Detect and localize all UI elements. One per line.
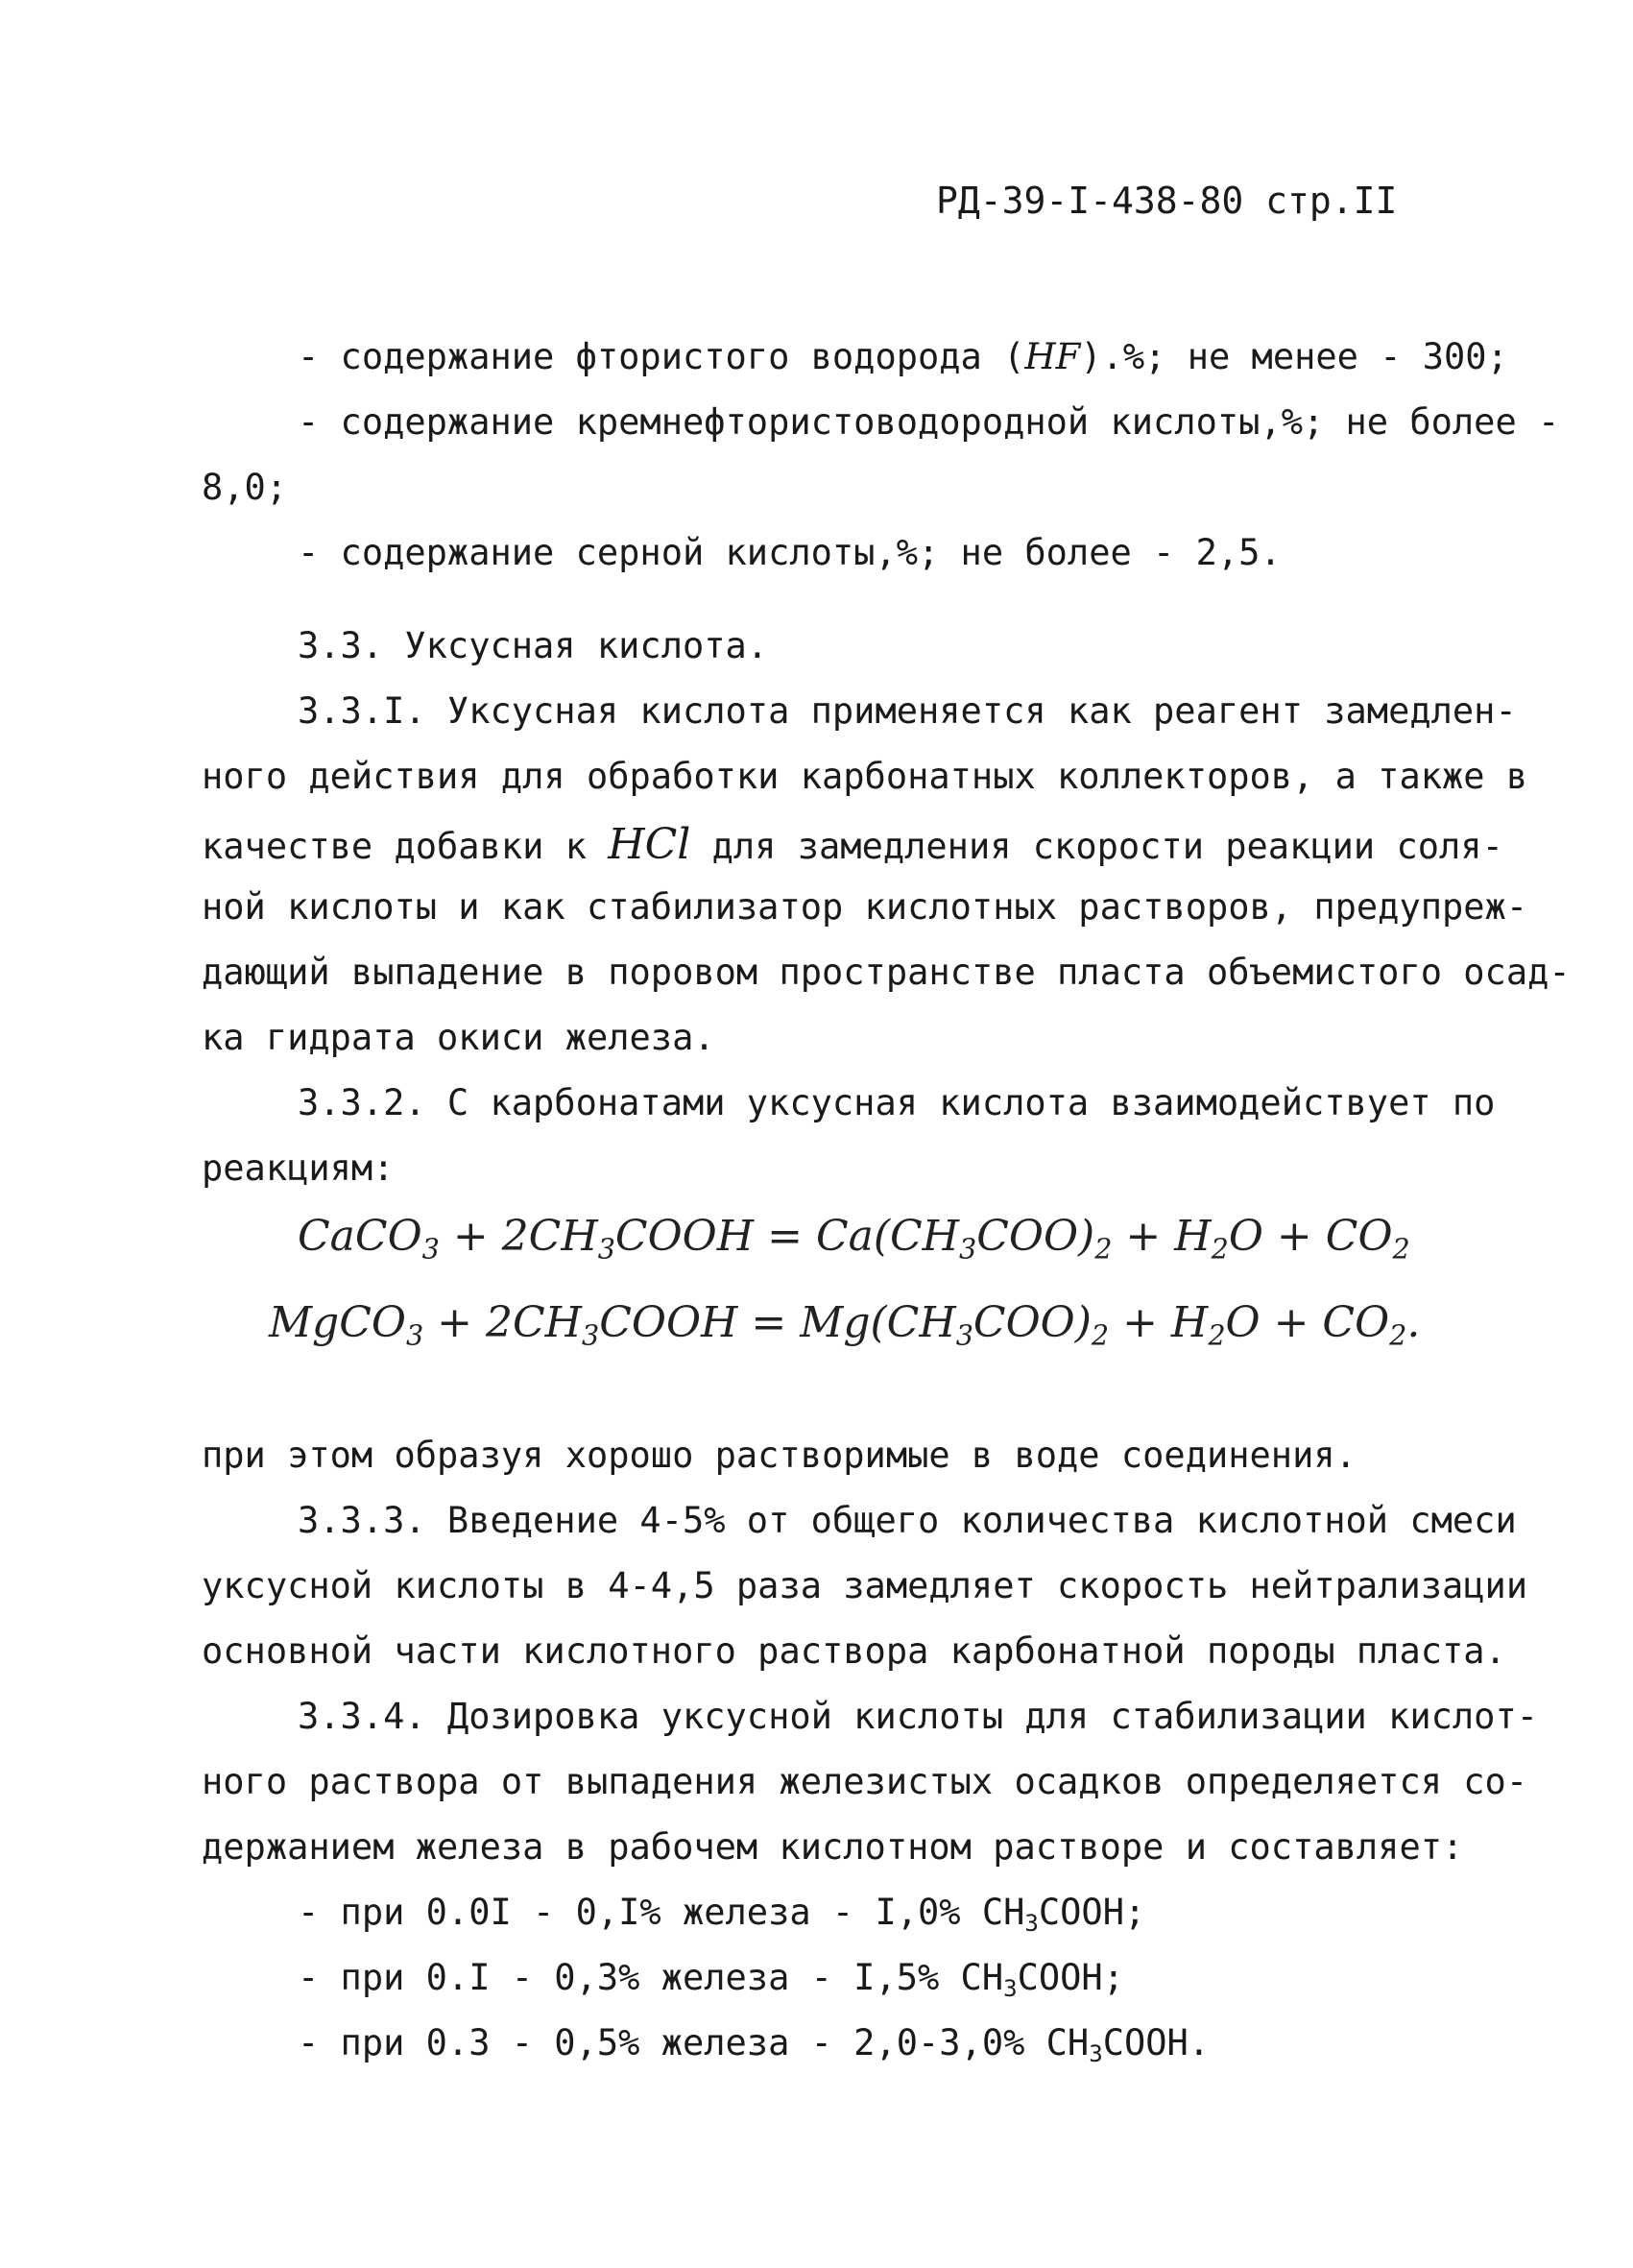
reaction-mgco3: MgCO$_3$ + $2CH_3COOH = Mg(CH_3COO)_2 + H_2O + CO_2$. <box>269 1298 1421 1352</box>
p331-line: ка гидрата окиси железа. <box>202 1017 715 1058</box>
hf-content-item <box>298 336 1508 377</box>
p331-line: 3.3.I. Уксусная кислота применяется как реагент замедлен- <box>298 690 1517 732</box>
h2sif6-content-item: - содержание кремнефтористоводородной кислоты,%; не более - <box>298 401 1560 443</box>
doc-header-number: РД-39-I-438-80 стр.II <box>936 180 1398 222</box>
p333-line: основной части кислотного раствора карбонатной породы пласта. <box>202 1630 1506 1672</box>
hf-formula: HF <box>1024 336 1081 377</box>
dosage-item: - при 0.0I - 0,I% железа - I,0% $CH_3COOH$; <box>298 1892 1146 1938</box>
p334-line: ного раствора от выпадения железистых осадков определяется со- <box>202 1761 1528 1802</box>
hcl-formula: HCl <box>608 820 691 869</box>
h2sif6-content-item-cont: 8,0; <box>202 467 288 508</box>
p332-line: 3.3.2. С карбонатами уксусная кислота взаимодействует по <box>298 1082 1496 1123</box>
p333-line: 3.3.3. Введение 4-5% от общего количества кислотной смеси <box>298 1500 1517 1541</box>
dosage-item: - при 0.3 - 0,5% железа - 2,0-3,0% $CH_3COOH$. <box>298 2022 1211 2068</box>
p333-line: уксусной кислоты в 4-4,5 раза замедляет скорость нейтрализации <box>202 1565 1528 1606</box>
p331-line: дающий выпадение в поровом пространстве пласта объемистого осад- <box>202 952 1571 993</box>
hf-content-item-pre: - содержание фтористого водорода ( <box>298 336 1025 377</box>
p334-line: 3.3.4. Дозировка уксусной кислоты для стабилизации кислот- <box>298 1696 1539 1737</box>
p332-line: реакциям: <box>202 1147 395 1189</box>
section-3-3-heading: 3.3. Уксусная кислота. <box>298 625 769 666</box>
p332-after-line: при этом образуя хорошо растворимые в воде соединения. <box>202 1435 1357 1476</box>
reaction-caco3: CaCO$_3$ + $2CH_3COOH = Ca(CH_3COO)_2 + H_2O + CO_2$ <box>298 1212 1410 1266</box>
hf-content-item-post: ).%; не менее - 300; <box>1080 336 1508 377</box>
h2so4-content-item: - содержание серной кислоты,%; не более - 2,5. <box>298 532 1282 573</box>
p331-line <box>202 820 1503 869</box>
p331-line3-pre: качестве добавки к <box>202 826 609 867</box>
dosage-item: - при 0.I - 0,3% железа - I,5% $CH_3COOH$; <box>298 1957 1124 2003</box>
p331-line3-post: для замедления скорости реакции соля- <box>690 826 1503 867</box>
p334-line: держанием железа в рабочем кислотном растворе и составляет: <box>202 1826 1464 1868</box>
p331-line: ной кислоты и как стабилизатор кислотных растворов, предупреж- <box>202 886 1528 928</box>
p331-line: ного действия для обработки карбонатных коллекторов, а также в <box>202 756 1528 797</box>
